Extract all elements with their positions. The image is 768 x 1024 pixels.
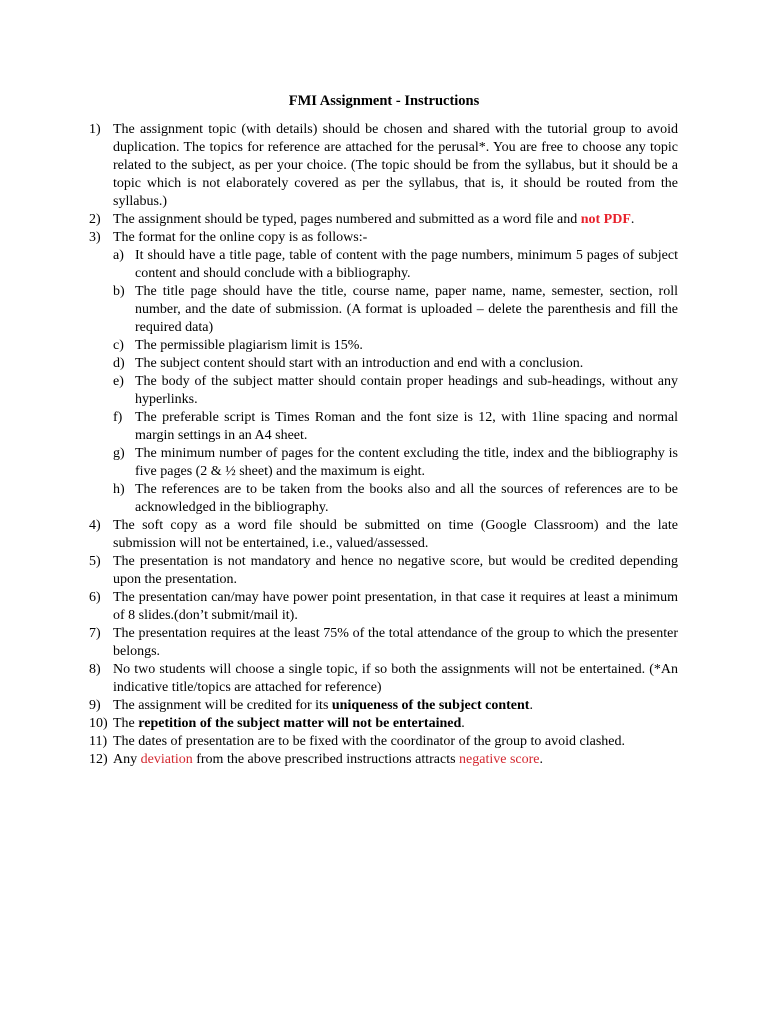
item-number: 3) [89, 230, 101, 245]
sub-item-letter: h) [113, 482, 125, 497]
item-mid: from the above prescribed instructions attracts [192, 752, 460, 767]
sub-item-text: The body of the subject matter should contain proper headings and sub-headings, without any hyperlinks. [135, 374, 678, 407]
item-number: 6) [89, 590, 101, 605]
item-number: 7) [89, 626, 101, 641]
sub-item-g [113, 445, 678, 481]
sub-item-letter: f) [113, 410, 123, 425]
sub-item-text: The permissible plagiarism limit is 15%. [135, 338, 363, 353]
item-number: 10) [89, 716, 108, 731]
sub-item-letter: c) [113, 338, 124, 353]
sub-item-letter: b) [113, 284, 125, 299]
sub-item-b [113, 283, 678, 337]
sub-item-h [113, 481, 678, 517]
item-emphasis-negative-score: negative score [459, 752, 540, 767]
item-text: Any [113, 752, 141, 767]
item-emphasis: repetition of the subject matter will not be entertained [138, 716, 462, 731]
sub-item-c [113, 337, 678, 355]
list-item-2 [89, 211, 678, 229]
sub-item-f [113, 409, 678, 445]
list-item-8 [89, 661, 678, 697]
sub-item-letter: e) [113, 374, 124, 389]
sub-item-text: The title page should have the title, course name, paper name, name, semester, section, roll number, and the date of submission. (A format is uploaded – delete the parenthesis and fill the required data) [135, 284, 678, 335]
item-text: The presentation requires at the least 75% of the total attendance of the group to which the presenter belongs. [113, 626, 678, 659]
sub-item-a [113, 247, 678, 283]
list-item-6 [89, 589, 678, 625]
list-item-7 [89, 625, 678, 661]
item-number: 4) [89, 518, 101, 533]
list-item-12 [89, 751, 678, 769]
item-text: The presentation is not mandatory and hence no negative score, but would be credited depending upon the presentation. [113, 554, 678, 587]
list-item-3 [89, 229, 678, 517]
item-number: 5) [89, 554, 101, 569]
item-text: The dates of presentation are to be fixed with the coordinator of the group to avoid clashed. [113, 734, 625, 749]
item-text: The [113, 716, 139, 731]
item-tail: . [630, 212, 635, 227]
item-number: 2) [89, 212, 101, 227]
item-text: The format for the online copy is as follows:- [113, 230, 368, 245]
list-item-1 [89, 121, 678, 211]
list-item-5 [89, 553, 678, 589]
item-text: The presentation can/may have power point presentation, in that case it requires at least a minimum of 8 slides.(don’t submit/mail it). [113, 590, 678, 623]
sub-item-text: The minimum number of pages for the content excluding the title, index and the bibliography is five pages (2 & ½ sheet) and the maximum is eight. [135, 446, 678, 479]
item-tail: . [529, 698, 533, 713]
item-tail: . [539, 752, 544, 767]
sub-item-d [113, 355, 678, 373]
item-text: The assignment topic (with details) should be chosen and shared with the tutorial group to avoid duplication. The topics for reference are attached for the perusal*. You are free to choose any topic related to the subject, as per your choice. (The topic should be from the syllabus, but it should be a topic which is not elaborately covered as per the syllabus, that is, it should be routed from the syllabus.) [113, 122, 678, 209]
item-emphasis: uniqueness of the subject content [331, 698, 530, 713]
list-item-10 [89, 715, 678, 733]
sub-item-text: It should have a title page, table of content with the page numbers, minimum 5 pages of subject content and should conclude with a bibliography. [135, 248, 678, 281]
item-number: 9) [89, 698, 101, 713]
item-text: The soft copy as a word file should be submitted on time (Google Classroom) and the late submission will not be entertained, i.e., valued/assessed. [113, 518, 678, 551]
list-item-4 [89, 517, 678, 553]
item-text: The assignment will be credited for its [113, 698, 332, 713]
sub-item-letter: d) [113, 356, 125, 371]
instruction-list [89, 121, 678, 769]
sub-item-letter: a) [113, 248, 124, 263]
item-emphasis-deviation: deviation [140, 752, 193, 767]
sub-item-text: The subject content should start with an introduction and end with a conclusion. [135, 356, 584, 371]
item-text: The assignment should be typed, pages numbered and submitted as a word file and [113, 212, 581, 227]
sub-item-e [113, 373, 678, 409]
item-number: 12) [89, 752, 108, 767]
item-number: 11) [89, 734, 108, 749]
sub-item-text: The references are to be taken from the books also and all the sources of references are to be acknowledged in the bibliography. [135, 482, 678, 515]
list-item-11 [89, 733, 678, 751]
list-item-9 [89, 697, 678, 715]
item-number: 8) [89, 662, 101, 677]
document-title: FMI Assignment - Instructions [288, 93, 480, 109]
item-tail: . [461, 716, 465, 731]
sub-item-letter: g) [113, 446, 125, 461]
item-emphasis: not PDF [580, 212, 631, 227]
sub-item-text: The preferable script is Times Roman and the font size is 12, with 1line spacing and normal margin settings in an A4 sheet. [135, 410, 678, 443]
item-number: 1) [89, 122, 101, 137]
item-text: No two students will choose a single topic, if so both the assignments will not be entertained. (*An indicative title/topics are attached for reference) [113, 662, 678, 695]
